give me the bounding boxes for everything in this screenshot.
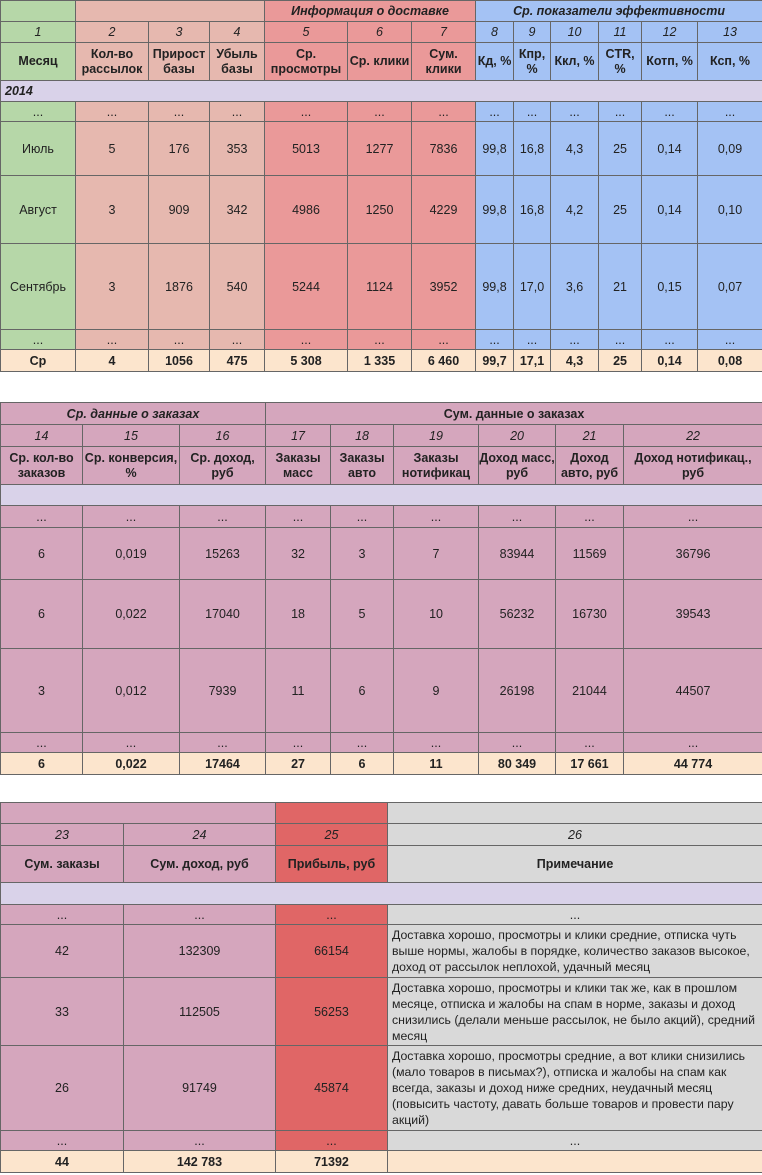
ellipsis-cell: ... bbox=[149, 330, 210, 350]
ellipsis-cell: ... bbox=[124, 905, 276, 925]
column-number: 24 bbox=[124, 824, 276, 846]
column-number: 6 bbox=[348, 22, 412, 43]
total-cell: 27 bbox=[266, 753, 331, 775]
ellipsis-cell: ... bbox=[348, 330, 412, 350]
ellipsis-cell: ... bbox=[551, 102, 599, 122]
ellipsis-cell: ... bbox=[479, 733, 556, 753]
year-row bbox=[1, 485, 762, 506]
table-row bbox=[1, 1046, 762, 1131]
data-cell: 6 bbox=[331, 649, 394, 733]
table-row bbox=[1, 176, 762, 244]
column-number: 26 bbox=[388, 824, 762, 846]
column-number: 11 bbox=[599, 22, 642, 43]
column-header-row bbox=[1, 447, 762, 485]
column-number: 13 bbox=[698, 22, 762, 43]
ellipsis-cell: ... bbox=[476, 102, 514, 122]
group-header-cell bbox=[1, 1, 76, 22]
column-header: Сум. клики bbox=[412, 43, 476, 81]
ellipsis-cell: ... bbox=[265, 102, 348, 122]
month-cell: Сентябрь bbox=[1, 244, 76, 330]
ellipsis-row bbox=[1, 330, 762, 350]
column-number: 9 bbox=[514, 22, 551, 43]
data-cell: 7 bbox=[394, 528, 479, 580]
data-cell: 25 bbox=[599, 122, 642, 176]
data-cell: 16,8 bbox=[514, 176, 551, 244]
ellipsis-cell: ... bbox=[348, 102, 412, 122]
column-header: Ср. конверсия, % bbox=[83, 447, 180, 485]
ellipsis-cell: ... bbox=[1, 1131, 124, 1151]
data-cell: 26 bbox=[1, 1046, 124, 1131]
column-header: Прирост базы bbox=[149, 43, 210, 81]
column-number: 15 bbox=[83, 425, 180, 447]
data-cell: 91749 bbox=[124, 1046, 276, 1131]
column-number: 7 bbox=[412, 22, 476, 43]
data-cell: 21044 bbox=[556, 649, 624, 733]
data-cell: 3 bbox=[76, 244, 149, 330]
average-cell: 0,14 bbox=[642, 350, 698, 372]
totals-notes-table bbox=[0, 802, 762, 1173]
efficiency-table bbox=[0, 0, 762, 372]
data-cell: 3 bbox=[331, 528, 394, 580]
ellipsis-cell: ... bbox=[479, 506, 556, 528]
data-cell: 99,8 bbox=[476, 176, 514, 244]
group-header-row bbox=[1, 1, 762, 22]
column-header: Месяц bbox=[1, 43, 76, 81]
table-row bbox=[1, 580, 762, 649]
column-number: 1 bbox=[1, 22, 76, 43]
data-cell: 342 bbox=[210, 176, 265, 244]
column-number: 8 bbox=[476, 22, 514, 43]
average-cell: 25 bbox=[599, 350, 642, 372]
column-header: Кд, % bbox=[476, 43, 514, 81]
average-cell: 17,1 bbox=[514, 350, 551, 372]
data-cell: 17040 bbox=[180, 580, 266, 649]
data-cell: 15263 bbox=[180, 528, 266, 580]
data-cell: 11 bbox=[266, 649, 331, 733]
total-cell: 142 783 bbox=[124, 1151, 276, 1173]
data-cell: 36796 bbox=[624, 528, 762, 580]
ellipsis-cell: ... bbox=[83, 733, 180, 753]
column-header: Примечание bbox=[388, 846, 762, 883]
table-row bbox=[1, 122, 762, 176]
ellipsis-cell: ... bbox=[642, 330, 698, 350]
ellipsis-cell: ... bbox=[1, 733, 83, 753]
data-cell: 18 bbox=[266, 580, 331, 649]
ellipsis-cell: ... bbox=[1, 330, 76, 350]
data-cell: 26198 bbox=[479, 649, 556, 733]
group-avg-orders: Ср. данные о заказах bbox=[1, 403, 266, 425]
ellipsis-cell: ... bbox=[388, 905, 762, 925]
total-cell: 44 774 bbox=[624, 753, 762, 775]
average-cell: 99,7 bbox=[476, 350, 514, 372]
note-cell: Доставка хорошо, просмотры и клики так же, как в прошлом месяце, отписка и жалобы на спам в норме, заказы и доход снизились (делали меньше рассылок, не было акций), средний месяц bbox=[388, 978, 762, 1046]
ellipsis-cell: ... bbox=[514, 102, 551, 122]
column-header: Ср. доход, руб bbox=[180, 447, 266, 485]
table-row bbox=[1, 925, 762, 978]
totals-row bbox=[1, 753, 762, 775]
profit-cell: 66154 bbox=[276, 925, 388, 978]
ellipsis-cell: ... bbox=[698, 330, 762, 350]
column-header: Прибыль, руб bbox=[276, 846, 388, 883]
column-header: Доход масс, руб bbox=[479, 447, 556, 485]
column-header: Ксп, % bbox=[698, 43, 762, 81]
group-header-cell bbox=[388, 803, 762, 824]
average-row bbox=[1, 350, 762, 372]
data-cell: 16730 bbox=[556, 580, 624, 649]
data-cell: 25 bbox=[599, 176, 642, 244]
ellipsis-cell: ... bbox=[476, 330, 514, 350]
total-cell: 44 bbox=[1, 1151, 124, 1173]
ellipsis-cell: ... bbox=[599, 102, 642, 122]
data-cell: 4229 bbox=[412, 176, 476, 244]
column-number: 22 bbox=[624, 425, 762, 447]
ellipsis-cell: ... bbox=[1, 102, 76, 122]
data-cell: 176 bbox=[149, 122, 210, 176]
column-header: Убыль базы bbox=[210, 43, 265, 81]
data-cell: 9 bbox=[394, 649, 479, 733]
data-cell: 0,09 bbox=[698, 122, 762, 176]
profit-cell: 45874 bbox=[276, 1046, 388, 1131]
ellipsis-cell: ... bbox=[394, 506, 479, 528]
table-row bbox=[1, 978, 762, 1046]
data-cell: 0,07 bbox=[698, 244, 762, 330]
column-header: Доход авто, руб bbox=[556, 447, 624, 485]
ellipsis-cell: ... bbox=[180, 506, 266, 528]
data-cell: 353 bbox=[210, 122, 265, 176]
column-header: Сум. заказы bbox=[1, 846, 124, 883]
average-cell: 4,3 bbox=[551, 350, 599, 372]
ellipsis-cell: ... bbox=[276, 905, 388, 925]
year-spacer bbox=[1, 485, 762, 506]
group-header-cell bbox=[276, 803, 388, 824]
data-cell: 0,019 bbox=[83, 528, 180, 580]
group-header-cell bbox=[1, 803, 276, 824]
data-cell: 4,3 bbox=[551, 122, 599, 176]
data-cell: 5244 bbox=[265, 244, 348, 330]
ellipsis-cell: ... bbox=[1, 905, 124, 925]
column-number: 5 bbox=[265, 22, 348, 43]
data-cell: 4,2 bbox=[551, 176, 599, 244]
total-cell: 11 bbox=[394, 753, 479, 775]
average-cell: 6 460 bbox=[412, 350, 476, 372]
group-header-row bbox=[1, 403, 762, 425]
column-number-row bbox=[1, 824, 762, 846]
ellipsis-cell: ... bbox=[624, 733, 762, 753]
ellipsis-row bbox=[1, 733, 762, 753]
ellipsis-cell: ... bbox=[394, 733, 479, 753]
ellipsis-row bbox=[1, 905, 762, 925]
year-row bbox=[1, 81, 762, 102]
data-cell: 42 bbox=[1, 925, 124, 978]
column-header: Кол-во рассылок bbox=[76, 43, 149, 81]
column-header: Котп, % bbox=[642, 43, 698, 81]
ellipsis-cell: ... bbox=[124, 1131, 276, 1151]
ellipsis-cell: ... bbox=[642, 102, 698, 122]
average-cell: 5 308 bbox=[265, 350, 348, 372]
ellipsis-cell: ... bbox=[210, 102, 265, 122]
ellipsis-row bbox=[1, 506, 762, 528]
total-cell: 6 bbox=[331, 753, 394, 775]
column-header: CTR, % bbox=[599, 43, 642, 81]
data-cell: 39543 bbox=[624, 580, 762, 649]
total-cell bbox=[388, 1151, 762, 1173]
data-cell: 1250 bbox=[348, 176, 412, 244]
column-number: 14 bbox=[1, 425, 83, 447]
total-cell: 6 bbox=[1, 753, 83, 775]
column-number: 18 bbox=[331, 425, 394, 447]
ellipsis-cell: ... bbox=[331, 733, 394, 753]
column-number: 3 bbox=[149, 22, 210, 43]
data-cell: 44507 bbox=[624, 649, 762, 733]
ellipsis-cell: ... bbox=[210, 330, 265, 350]
ellipsis-cell: ... bbox=[556, 733, 624, 753]
data-cell: 17,0 bbox=[514, 244, 551, 330]
data-cell: 0,15 bbox=[642, 244, 698, 330]
data-cell: 6 bbox=[1, 528, 83, 580]
data-cell: 909 bbox=[149, 176, 210, 244]
data-cell: 132309 bbox=[124, 925, 276, 978]
table-row bbox=[1, 649, 762, 733]
ellipsis-cell: ... bbox=[599, 330, 642, 350]
ellipsis-cell: ... bbox=[388, 1131, 762, 1151]
data-cell: 56232 bbox=[479, 580, 556, 649]
ellipsis-cell: ... bbox=[624, 506, 762, 528]
data-cell: 32 bbox=[266, 528, 331, 580]
month-cell: Июль bbox=[1, 122, 76, 176]
ellipsis-row bbox=[1, 102, 762, 122]
data-cell: 3 bbox=[1, 649, 83, 733]
average-cell: 475 bbox=[210, 350, 265, 372]
orders-table bbox=[0, 402, 762, 775]
average-label: Ср bbox=[1, 350, 76, 372]
data-cell: 5 bbox=[76, 122, 149, 176]
data-cell: 112505 bbox=[124, 978, 276, 1046]
average-cell: 1056 bbox=[149, 350, 210, 372]
ellipsis-cell: ... bbox=[265, 330, 348, 350]
column-header: Ср. клики bbox=[348, 43, 412, 81]
data-cell: 1876 bbox=[149, 244, 210, 330]
column-number: 12 bbox=[642, 22, 698, 43]
totals-row bbox=[1, 1151, 762, 1173]
table-row bbox=[1, 244, 762, 330]
ellipsis-row bbox=[1, 1131, 762, 1151]
column-header: Сум. доход, руб bbox=[124, 846, 276, 883]
column-number: 16 bbox=[180, 425, 266, 447]
data-cell: 83944 bbox=[479, 528, 556, 580]
data-cell: 0,012 bbox=[83, 649, 180, 733]
ellipsis-cell: ... bbox=[412, 330, 476, 350]
column-number: 17 bbox=[266, 425, 331, 447]
ellipsis-cell: ... bbox=[76, 330, 149, 350]
data-cell: 3952 bbox=[412, 244, 476, 330]
data-cell: 1277 bbox=[348, 122, 412, 176]
ellipsis-cell: ... bbox=[556, 506, 624, 528]
data-cell: 99,8 bbox=[476, 122, 514, 176]
group-efficiency: Ср. показатели эффективности bbox=[476, 1, 762, 22]
data-cell: 1124 bbox=[348, 244, 412, 330]
data-cell: 5 bbox=[331, 580, 394, 649]
average-cell: 1 335 bbox=[348, 350, 412, 372]
data-cell: 0,14 bbox=[642, 122, 698, 176]
total-cell: 17 661 bbox=[556, 753, 624, 775]
column-header-row bbox=[1, 846, 762, 883]
data-cell: 99,8 bbox=[476, 244, 514, 330]
data-cell: 7939 bbox=[180, 649, 266, 733]
average-cell: 0,08 bbox=[698, 350, 762, 372]
ellipsis-cell: ... bbox=[180, 733, 266, 753]
data-cell: 3 bbox=[76, 176, 149, 244]
group-header-cell bbox=[76, 1, 265, 22]
column-number-row bbox=[1, 22, 762, 43]
column-header: Ср. просмотры bbox=[265, 43, 348, 81]
data-cell: 4986 bbox=[265, 176, 348, 244]
month-cell: Август bbox=[1, 176, 76, 244]
data-cell: 11569 bbox=[556, 528, 624, 580]
table-row bbox=[1, 528, 762, 580]
data-cell: 33 bbox=[1, 978, 124, 1046]
ellipsis-cell: ... bbox=[83, 506, 180, 528]
total-cell: 71392 bbox=[276, 1151, 388, 1173]
ellipsis-cell: ... bbox=[266, 733, 331, 753]
ellipsis-cell: ... bbox=[1, 506, 83, 528]
year-label: 2014 bbox=[1, 81, 762, 102]
data-cell: 3,6 bbox=[551, 244, 599, 330]
total-cell: 17464 bbox=[180, 753, 266, 775]
column-header-row bbox=[1, 43, 762, 81]
data-cell: 0,14 bbox=[642, 176, 698, 244]
column-number-row bbox=[1, 425, 762, 447]
ellipsis-cell: ... bbox=[514, 330, 551, 350]
data-cell: 5013 bbox=[265, 122, 348, 176]
column-header: Заказы нотификац bbox=[394, 447, 479, 485]
data-cell: 0,022 bbox=[83, 580, 180, 649]
ellipsis-cell: ... bbox=[331, 506, 394, 528]
column-number: 23 bbox=[1, 824, 124, 846]
column-header: Заказы авто bbox=[331, 447, 394, 485]
column-header: Ср. кол-во заказов bbox=[1, 447, 83, 485]
year-spacer bbox=[1, 883, 762, 905]
group-delivery: Информация о доставке bbox=[265, 1, 476, 22]
group-sum-orders: Сум. данные о заказах bbox=[266, 403, 762, 425]
column-header: Заказы масс bbox=[266, 447, 331, 485]
column-header: Кпр, % bbox=[514, 43, 551, 81]
data-cell: 21 bbox=[599, 244, 642, 330]
data-cell: 0,10 bbox=[698, 176, 762, 244]
column-number: 21 bbox=[556, 425, 624, 447]
total-cell: 0,022 bbox=[83, 753, 180, 775]
column-number: 20 bbox=[479, 425, 556, 447]
total-cell: 80 349 bbox=[479, 753, 556, 775]
ellipsis-cell: ... bbox=[76, 102, 149, 122]
ellipsis-cell: ... bbox=[276, 1131, 388, 1151]
ellipsis-cell: ... bbox=[698, 102, 762, 122]
ellipsis-cell: ... bbox=[551, 330, 599, 350]
data-cell: 10 bbox=[394, 580, 479, 649]
column-number: 4 bbox=[210, 22, 265, 43]
data-cell: 16,8 bbox=[514, 122, 551, 176]
profit-cell: 56253 bbox=[276, 978, 388, 1046]
note-cell: Доставка хорошо, просмотры средние, а вот клики снизились (мало товаров в письмах?), отписка и жалобы на спам как всегда, заказы и доход ниже средних, неудачный месяц (повысить частоту, давать больше товаров и провести пару акций) bbox=[388, 1046, 762, 1131]
column-header: Доход нотификац., руб bbox=[624, 447, 762, 485]
data-cell: 6 bbox=[1, 580, 83, 649]
column-header: Ккл, % bbox=[551, 43, 599, 81]
column-number: 10 bbox=[551, 22, 599, 43]
group-header-row bbox=[1, 803, 762, 824]
ellipsis-cell: ... bbox=[412, 102, 476, 122]
column-number: 2 bbox=[76, 22, 149, 43]
column-number: 19 bbox=[394, 425, 479, 447]
ellipsis-cell: ... bbox=[149, 102, 210, 122]
column-number: 25 bbox=[276, 824, 388, 846]
year-row bbox=[1, 883, 762, 905]
ellipsis-cell: ... bbox=[266, 506, 331, 528]
data-cell: 540 bbox=[210, 244, 265, 330]
data-cell: 7836 bbox=[412, 122, 476, 176]
note-cell: Доставка хорошо, просмотры и клики средние, отписка чуть выше нормы, жалобы в порядке, количество заказов высокое, доход от рассылок неплохой, удачный месяц bbox=[388, 925, 762, 978]
average-cell: 4 bbox=[76, 350, 149, 372]
